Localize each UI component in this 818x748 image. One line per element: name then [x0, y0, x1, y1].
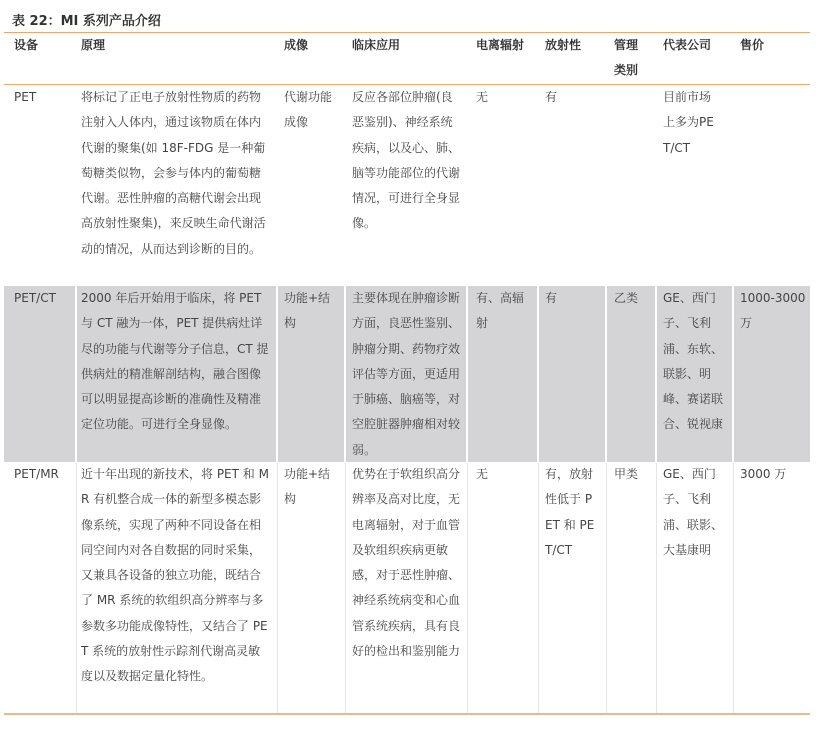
table-bottom-rule — [4, 713, 810, 715]
header-principle: 原理 — [81, 38, 106, 52]
cell-device: PET/MR — [14, 467, 59, 481]
cell-imaging: 功能+结构 — [284, 291, 331, 331]
column-divider — [656, 463, 657, 713]
column-divider — [345, 463, 346, 713]
cell-price: 1000-3000 万 — [740, 291, 806, 331]
column-divider — [733, 463, 734, 713]
header-management: 管理类别 — [614, 38, 639, 77]
cell-radioactivity: 有 — [545, 291, 558, 305]
column-divider — [277, 463, 278, 713]
cell-ionizing: 无 — [476, 90, 489, 104]
column-divider — [732, 286, 734, 463]
header-price: 售价 — [740, 38, 765, 52]
table-caption: 表 22：MI 系列产品介绍 — [12, 14, 161, 29]
cell-imaging: 功能+结构 — [284, 467, 331, 507]
column-divider — [75, 286, 77, 463]
cell-clinical: 优势在于软组织高分辨率及高对比度，无电离辐射，对于血管及软组织疾病更敏感，对于恶性肿瘤、神经系统病变和心血管系统疾病，具有良好的检出和鉴别能力 — [352, 467, 461, 659]
cell-company: 目前市场上多为PET/CT — [663, 90, 714, 155]
cell-management: 乙类 — [614, 291, 639, 305]
cell-price: 3000 万 — [740, 467, 787, 481]
cell-principle: 将标记了正电子放射性物质的药物注射入人体内，通过该物质在体内代谢的聚集(如 18F-FDG 是一种葡萄糖类似物，会参与体内的葡萄糖代谢。恶性肿瘤的高糖代谢会出现高放射性聚集)，来反映生命代谢活动的情况，从而达到诊断的目的。 — [81, 90, 266, 256]
cell-device: PET — [14, 90, 37, 104]
header-imaging: 成像 — [284, 38, 309, 52]
cell-radioactivity: 有，放射性低于 PET 和 PET/CT — [545, 467, 595, 557]
cell-clinical: 主要体现在肿瘤诊断方面，良恶性鉴别、肿瘤分期、药物疗效评估等方面，更适用于肺癌、脑癌等，对空腔脏器肿瘤相对较弱。 — [352, 291, 461, 457]
cell-clinical: 反应各部位肿瘤(良恶鉴别)、神经系统疾病，以及心、肺、脑等功能部位的代谢情况，可进行全身显像。 — [352, 90, 461, 231]
column-divider — [538, 463, 539, 713]
cell-principle: 2000 年后开始用于临床，将 PET 与 CT 融为一体，PET 提供病灶详尽的功能与代谢等分子信息，CT 提供病灶的精准解剖结构，融合图像可以明显提高诊断的准确性及精准定位功能。可进行全身显像。 — [81, 291, 269, 432]
cell-radioactivity: 有 — [545, 90, 558, 104]
cell-management: 甲类 — [614, 467, 639, 481]
cell-company: GE、西门子、飞利浦、东软、联影、明峰、赛诺联合、锐视康 — [663, 291, 724, 432]
column-divider — [655, 286, 657, 463]
header-ionizing: 电离辐射 — [476, 38, 525, 52]
column-divider — [76, 463, 77, 713]
cell-company: GE、西门子、飞利浦、联影、大基康明 — [663, 467, 724, 557]
header-clinical: 临床应用 — [352, 38, 401, 52]
cell-ionizing: 有、高辐射 — [476, 291, 525, 331]
cell-device: PET/CT — [14, 291, 56, 305]
header-radioactivity: 放射性 — [545, 38, 582, 52]
header-company: 代表公司 — [663, 38, 712, 52]
cell-ionizing: 无 — [476, 467, 489, 481]
column-divider — [276, 286, 278, 463]
cell-imaging: 代谢功能成像 — [284, 90, 333, 130]
column-divider — [466, 286, 468, 463]
column-divider — [537, 286, 539, 463]
column-divider — [605, 286, 607, 463]
column-divider — [467, 463, 468, 713]
header-device: 设备 — [14, 38, 39, 52]
column-divider — [344, 286, 346, 463]
cell-principle: 近十年出现的新技术，将 PET 和 MR 有机整合成一体的新型多模态影像系统，实现了两种不同设备在相同空间内对各自数据的同时采集，又兼具各设备的独立功能，既结合了 MR 系统的软组织高分辨率与多参数多功能成像特性，又结合了 PET 系统的放射性示踪剂代谢高灵敏度以及数据定量化特性。 — [81, 467, 269, 684]
column-divider — [606, 463, 607, 713]
